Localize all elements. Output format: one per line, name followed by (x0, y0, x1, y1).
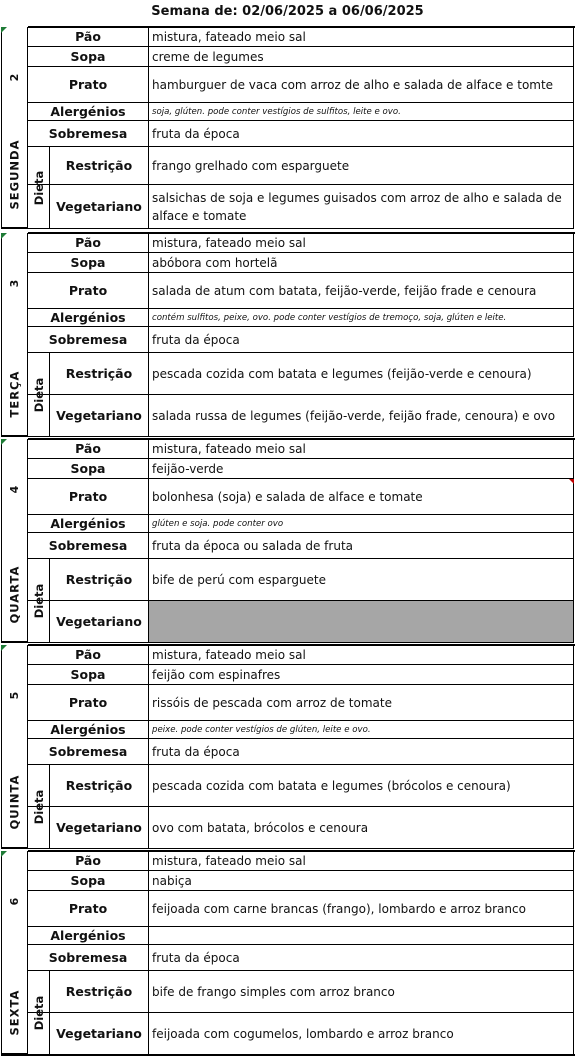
day-name-text: QUARTA (7, 565, 22, 624)
row-value-prato: rissóis de pescada com arroz de tomate (149, 685, 574, 720)
row-label-restricao: Restrição (50, 559, 149, 600)
row-value-sopa: feijão com espinafres (149, 665, 574, 684)
row-label-prato: Prato (28, 891, 149, 926)
row-label-vegetariano: Vegetariano (50, 185, 149, 228)
row-prato (28, 67, 574, 103)
row-vegetariano (28, 807, 574, 849)
row-value-sobremesa: fruta da época (149, 945, 574, 970)
row-value-vegetariano: salada russa de legumes (feijão-verde, feijão frade, cenoura) e ovo (149, 395, 574, 436)
row-label-pao: Pão (28, 233, 149, 252)
row-alergenios (28, 103, 574, 121)
day-name (1, 139, 28, 210)
row-label-sobremesa: Sobremesa (28, 945, 149, 970)
day-number: 6 (8, 897, 21, 906)
dieta-text: Dieta (31, 377, 46, 413)
row-label-alergenios: Alergénios (28, 309, 149, 326)
row-sobremesa (28, 739, 574, 765)
row-label-sobremesa: Sobremesa (28, 533, 149, 558)
row-label-sopa: Sopa (28, 459, 149, 478)
row-vegetariano (28, 601, 574, 643)
row-value-alergenios: glúten e soja. pode conter ovo (149, 515, 574, 532)
row-value-restricao: pescada cozida com batata e legumes (brócolos e cenoura) (149, 765, 574, 806)
row-sopa (28, 253, 574, 273)
day-name (1, 565, 28, 624)
row-vegetariano (28, 185, 574, 229)
row-value-pao: mistura, fateado meio sal (149, 851, 574, 870)
day-name (1, 370, 28, 418)
row-value-sobremesa: fruta da época (149, 121, 574, 146)
row-label-prato: Prato (28, 479, 149, 514)
row-pao (28, 851, 574, 871)
page-title: Semana de: 02/06/2025 a 06/06/2025 (151, 4, 424, 19)
row-alergenios (28, 927, 574, 945)
row-prato (28, 685, 574, 721)
row-alergenios (28, 515, 574, 533)
row-value-alergenios: peixe. pode conter vestígios de glúten, leite e ovo. (149, 721, 574, 738)
row-label-vegetariano: Vegetariano (50, 807, 149, 848)
row-label-sopa: Sopa (28, 665, 149, 684)
row-label-alergenios: Alergénios (28, 721, 149, 738)
dieta-text: Dieta (31, 995, 46, 1031)
row-value-vegetariano (149, 601, 574, 642)
row-pao (28, 645, 574, 665)
row-label-alergenios: Alergénios (28, 103, 149, 120)
corner-marker (1, 439, 7, 445)
row-restricao (28, 147, 574, 185)
row-alergenios (28, 721, 574, 739)
row-sopa (28, 47, 574, 67)
row-label-sopa: Sopa (28, 871, 149, 890)
row-label-sopa: Sopa (28, 253, 149, 272)
row-label-pao: Pão (28, 851, 149, 870)
row-value-restricao: frango grelhado com esparguete (149, 147, 574, 184)
dieta-label (28, 147, 50, 229)
day-number: 4 (8, 485, 21, 494)
row-value-restricao: pescada cozida com batata e legumes (feijão-verde e cenoura) (149, 353, 574, 394)
row-label-alergenios: Alergénios (28, 515, 149, 532)
row-sobremesa (28, 533, 574, 559)
row-value-vegetariano: salsichas de soja e legumes guisados com arroz de alho e salada de alface e tomate (149, 185, 574, 228)
row-sopa (28, 665, 574, 685)
row-label-vegetariano: Vegetariano (50, 1013, 149, 1054)
row-label-prato: Prato (28, 273, 149, 308)
row-value-prato: salada de atum com batata, feijão-verde, feijão frade e cenoura (149, 273, 574, 308)
row-label-restricao: Restrição (50, 971, 149, 1012)
row-sobremesa (28, 327, 574, 353)
corner-marker (1, 233, 7, 239)
row-pao (28, 233, 574, 253)
table-bottom-border (1, 1054, 575, 1056)
dieta-label (28, 353, 50, 437)
dieta-text: Dieta (31, 789, 46, 825)
day-name-text: SEXTA (7, 989, 22, 1036)
row-label-sobremesa: Sobremesa (28, 739, 149, 764)
row-value-vegetariano: feijoada com cogumelos, lombardo e arroz branco (149, 1013, 574, 1054)
row-label-pao: Pão (28, 439, 149, 458)
row-value-sobremesa: fruta da época ou salada de fruta (149, 533, 574, 558)
day-name-text: TERÇA (7, 370, 22, 418)
corner-marker (1, 851, 7, 857)
row-value-sobremesa: fruta da época (149, 739, 574, 764)
row-value-sopa: feijão-verde (149, 459, 574, 478)
row-value-prato: bolonhesa (soja) e salada de alface e tomate (149, 479, 574, 514)
row-label-alergenios: Alergénios (28, 927, 149, 944)
row-label-restricao: Restrição (50, 765, 149, 806)
day-number: 3 (8, 279, 21, 288)
row-sobremesa (28, 121, 574, 147)
row-sopa (28, 871, 574, 891)
dieta-label (28, 971, 50, 1055)
row-value-alergenios: contém sulfitos, peixe, ovo. pode conter vestígios de tremoço, soja, glúten e leite. (149, 309, 574, 326)
dieta-label (28, 559, 50, 643)
row-value-restricao: bife de frango simples com arroz branco (149, 971, 574, 1012)
day-number: 2 (8, 73, 21, 82)
row-value-restricao: bife de perú com esparguete (149, 559, 574, 600)
corner-marker (1, 27, 7, 33)
row-label-pao: Pão (28, 645, 149, 664)
row-value-alergenios: soja, glúten. pode conter vestígios de sulfitos, leite e ovo. (149, 103, 574, 120)
row-value-sopa: creme de legumes (149, 47, 574, 66)
row-pao (28, 27, 574, 47)
row-alergenios (28, 309, 574, 327)
row-restricao (28, 353, 574, 395)
row-value-pao: mistura, fateado meio sal (149, 27, 574, 46)
day-number: 5 (8, 691, 21, 700)
row-restricao (28, 765, 574, 807)
day-name-text: SEGUNDA (7, 139, 22, 210)
row-value-sopa: abóbora com hortelã (149, 253, 574, 272)
row-vegetariano (28, 1013, 574, 1055)
row-vegetariano (28, 395, 574, 437)
comment-marker (569, 479, 574, 484)
day-name (1, 774, 28, 830)
row-value-alergenios (149, 927, 574, 944)
row-label-pao: Pão (28, 27, 149, 46)
day-name (1, 989, 28, 1036)
row-label-sobremesa: Sobremesa (28, 121, 149, 146)
row-prato (28, 891, 574, 927)
row-label-vegetariano: Vegetariano (50, 601, 149, 642)
row-label-restricao: Restrição (50, 353, 149, 394)
dieta-text: Dieta (31, 583, 46, 619)
day-name-text: QUINTA (7, 774, 22, 830)
row-prato (28, 273, 574, 309)
row-value-sopa: nabiça (149, 871, 574, 890)
row-label-vegetariano: Vegetariano (50, 395, 149, 436)
dieta-text: Dieta (31, 170, 46, 206)
row-value-pao: mistura, fateado meio sal (149, 645, 574, 664)
row-label-prato: Prato (28, 685, 149, 720)
row-value-pao: mistura, fateado meio sal (149, 233, 574, 252)
row-pao (28, 439, 574, 459)
row-restricao (28, 559, 574, 601)
row-value-sobremesa: fruta da época (149, 327, 574, 352)
row-sopa (28, 459, 574, 479)
row-label-prato: Prato (28, 67, 149, 102)
row-label-sobremesa: Sobremesa (28, 327, 149, 352)
corner-marker (1, 645, 7, 651)
row-value-prato: hamburguer de vaca com arroz de alho e salada de alface e tomte (149, 67, 574, 102)
row-label-restricao: Restrição (50, 147, 149, 184)
row-value-vegetariano: ovo com batata, brócolos e cenoura (149, 807, 574, 848)
row-sobremesa (28, 945, 574, 971)
row-value-pao: mistura, fateado meio sal (149, 439, 574, 458)
row-restricao (28, 971, 574, 1013)
row-value-prato: feijoada com carne brancas (frango), lombardo e arroz branco (149, 891, 574, 926)
row-prato (28, 479, 574, 515)
row-label-sopa: Sopa (28, 47, 149, 66)
dieta-label (28, 765, 50, 849)
